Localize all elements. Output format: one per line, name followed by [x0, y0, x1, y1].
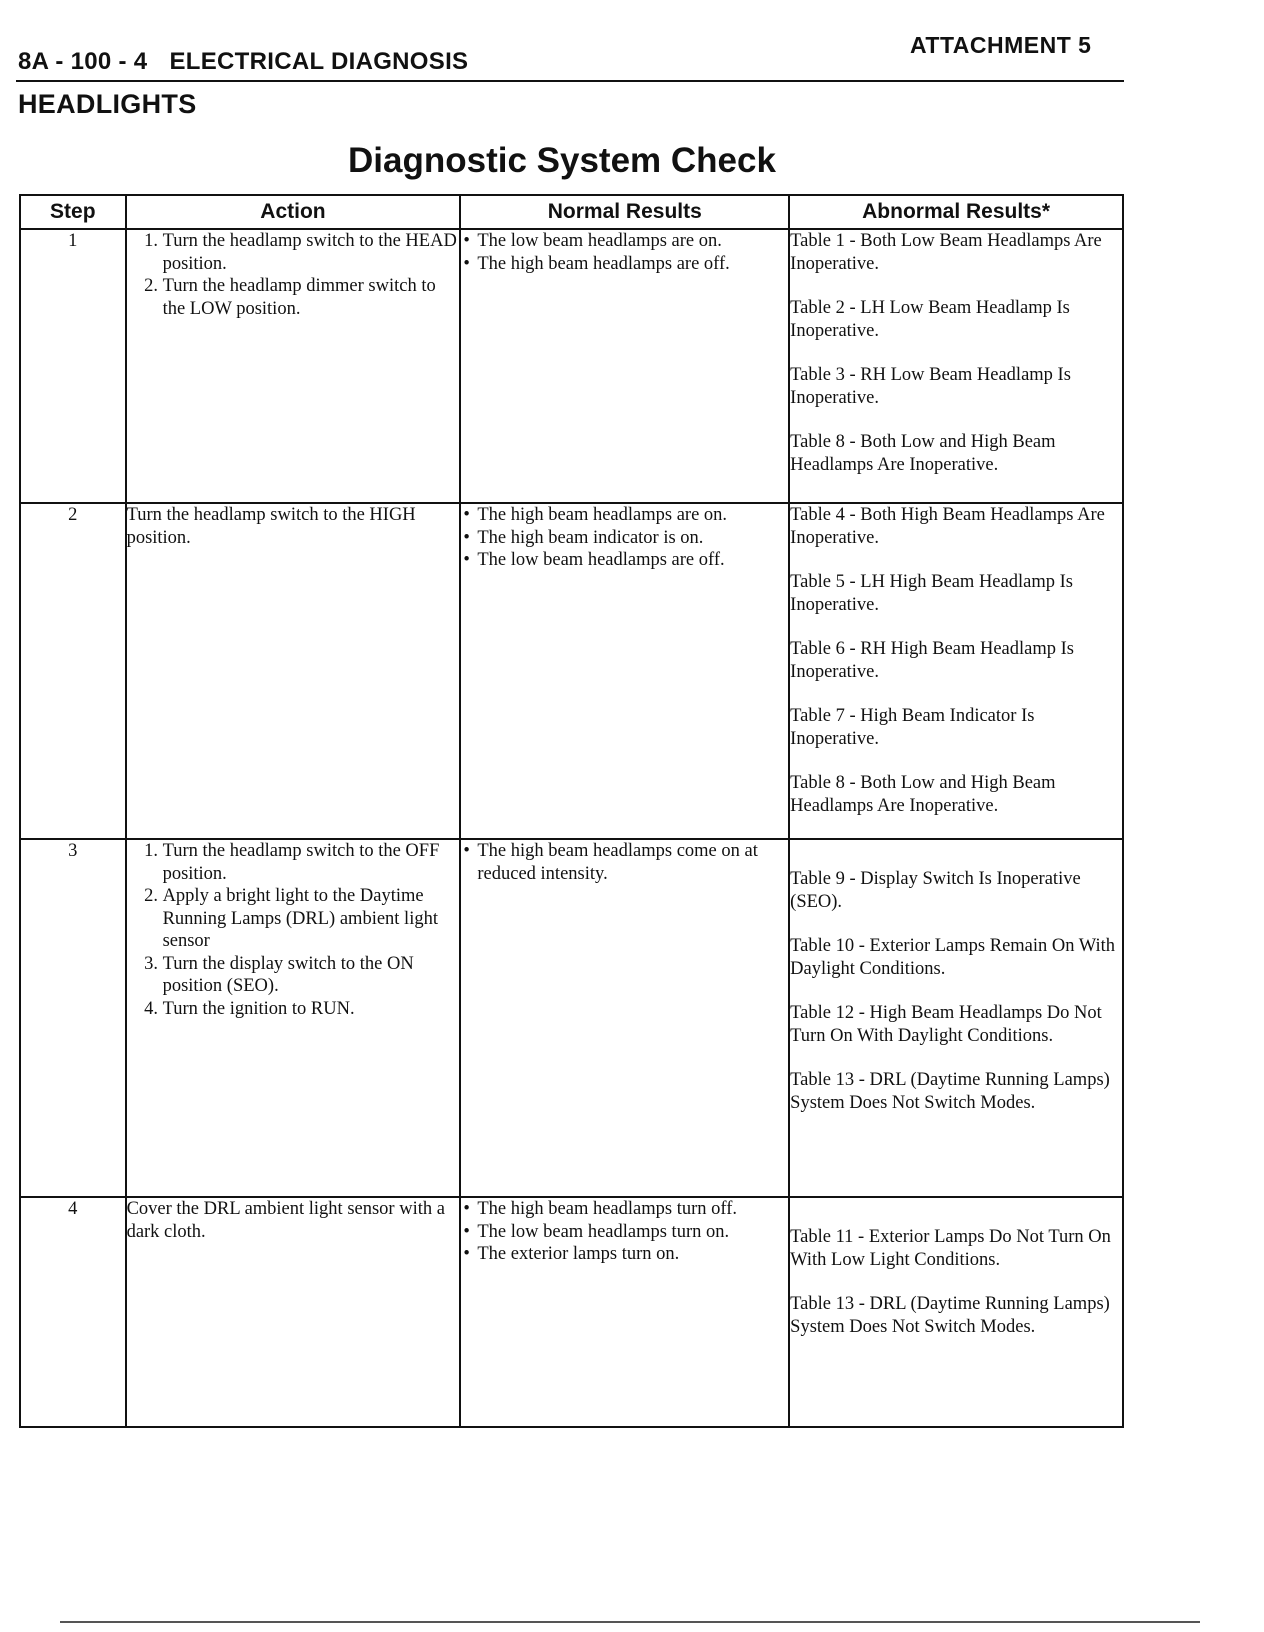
table-reference: Table 8 - Both Low and High Beam Headlamps Are Inoperative.: [790, 773, 1056, 816]
table-reference: Table 12 - High Beam Headlamps Do Not Turn On With Daylight Conditions.: [790, 1003, 1102, 1046]
normal-result: • The low beam headlamps are on.: [461, 230, 788, 253]
step-number: 3: [20, 839, 126, 1197]
abnormal-results-cell: [789, 503, 1123, 839]
normal-result: • The low beam headlamps turn on.: [461, 1221, 788, 1244]
normal-result: • The high beam headlamps are on.: [461, 504, 788, 527]
action-step: 2. Apply a bright light to the Daytime Running Lamps (DRL) ambient light sensor: [163, 885, 460, 953]
action-step: 2. Turn the headlamp dimmer switch to the LOW position.: [163, 275, 460, 320]
action-cell: [126, 1197, 461, 1427]
section-title: HEADLIGHTS: [18, 89, 197, 119]
table-row: [20, 839, 1123, 1197]
column-header-action: Action: [126, 195, 461, 229]
page-code: 8A - 100 - 4: [18, 48, 148, 75]
table-reference: Table 13 - DRL (Daytime Running Lamps) System Does Not Switch Modes.: [790, 1294, 1110, 1337]
action-step: 1. Turn the headlamp switch to the HEAD position.: [163, 230, 460, 275]
normal-result: • The high beam headlamps come on at reduced intensity.: [461, 840, 788, 885]
table-reference: Table 13 - DRL (Daytime Running Lamps) System Does Not Switch Modes.: [790, 1070, 1110, 1113]
normal-result: • The high beam headlamps are off.: [461, 253, 788, 276]
table-reference: Table 8 - Both Low and High Beam Headlamps Are Inoperative.: [790, 432, 1056, 475]
footer-divider: [60, 1621, 1200, 1623]
table-reference: Table 2 - LH Low Beam Headlamp Is Inoperative.: [790, 298, 1070, 341]
normal-result: • The low beam headlamps are off.: [461, 549, 788, 572]
table-reference: Table 9 - Display Switch Is Inoperative (SEO).: [790, 869, 1081, 912]
abnormal-results-cell: [789, 229, 1123, 503]
diagnostic-table: [19, 194, 1124, 1428]
abnormal-results-cell: [789, 839, 1123, 1197]
column-header-step: Step: [20, 195, 126, 229]
table-reference: Table 7 - High Beam Indicator Is Inoperative.: [790, 706, 1035, 749]
table-row: [20, 1197, 1123, 1427]
action-text: Cover the DRL ambient light sensor with a dark cloth.: [126, 1199, 445, 1242]
table-row: [20, 503, 1123, 839]
step-number: 1: [20, 229, 126, 503]
column-header-normal-results: Normal Results: [460, 195, 789, 229]
table-row: [20, 229, 1123, 503]
normal-results-cell: [460, 1197, 789, 1427]
normal-results-list: [461, 504, 788, 572]
normal-results-list: [461, 230, 788, 275]
abnormal-results-cell: [789, 1197, 1123, 1427]
header-divider: [16, 80, 1124, 82]
action-cell: [126, 229, 461, 503]
table-reference: Table 5 - LH High Beam Headlamp Is Inoperative.: [790, 572, 1073, 615]
normal-results-list: [461, 1198, 788, 1266]
page-title: Diagnostic System Check: [348, 141, 776, 180]
normal-results-list: [461, 840, 788, 885]
column-header-abnormal-results: Abnormal Results*: [789, 195, 1123, 229]
action-text: Turn the headlamp switch to the HIGH position.: [126, 505, 416, 548]
action-step: 3. Turn the display switch to the ON position (SEO).: [163, 953, 460, 998]
table-reference: Table 10 - Exterior Lamps Remain On With Daylight Conditions.: [790, 936, 1116, 979]
table-reference: Table 4 - Both High Beam Headlamps Are Inoperative.: [790, 505, 1105, 548]
action-steps: [127, 230, 460, 320]
normal-results-cell: [460, 503, 789, 839]
action-cell: [126, 503, 461, 839]
action-steps: [127, 840, 460, 1020]
action-step: 4. Turn the ignition to RUN.: [163, 998, 460, 1021]
normal-result: • The high beam headlamps turn off.: [461, 1198, 788, 1221]
table-reference: Table 11 - Exterior Lamps Do Not Turn On With Low Light Conditions.: [790, 1227, 1111, 1270]
table-reference: Table 6 - RH High Beam Headlamp Is Inoperative.: [790, 639, 1074, 682]
table-header-row: [20, 195, 1123, 229]
step-number: 4: [20, 1197, 126, 1427]
action-cell: [126, 839, 461, 1197]
normal-result: • The exterior lamps turn on.: [461, 1243, 788, 1266]
normal-results-cell: [460, 839, 789, 1197]
action-step: 1. Turn the headlamp switch to the OFF position.: [163, 840, 460, 885]
page-header: [18, 48, 468, 76]
normal-results-cell: [460, 229, 789, 503]
step-number: 2: [20, 503, 126, 839]
normal-result: • The high beam indicator is on.: [461, 527, 788, 550]
section-name: ELECTRICAL DIAGNOSIS: [169, 48, 469, 75]
table-reference: Table 3 - RH Low Beam Headlamp Is Inoperative.: [790, 365, 1071, 408]
attachment-label: ATTACHMENT 5: [910, 32, 1092, 58]
table-reference: Table 1 - Both Low Beam Headlamps Are Inoperative.: [790, 231, 1102, 274]
